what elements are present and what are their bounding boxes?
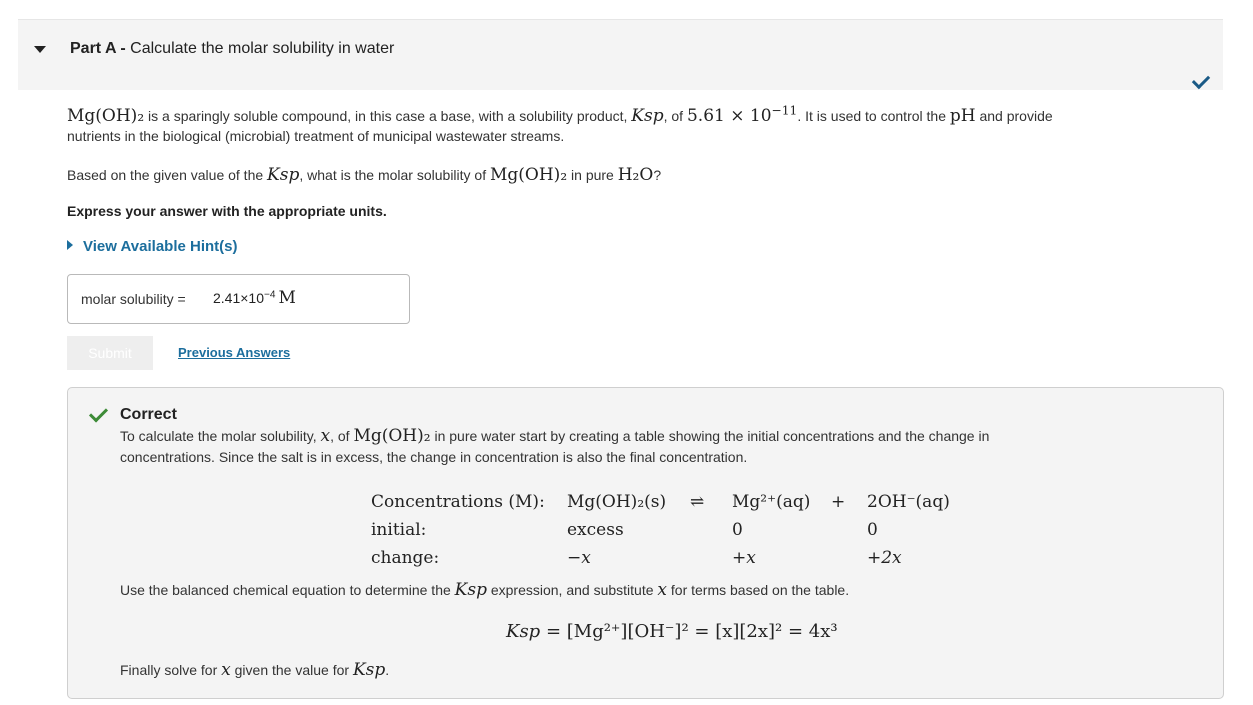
- feedback-panel: [67, 387, 1224, 699]
- feedback-intro: To calculate the molar solubility, x, of Mg(OH)₂ in pure water start by creating a table showing the initial concentrations and the change in concentrations. Since the salt is in excess, the change in concentration is also the final concentration.: [120, 426, 990, 465]
- ksp-expression-text: Use the balanced chemical equation to determine the Ksp expression, and substitute x for terms based on the table.: [120, 580, 850, 600]
- table-row: initial: excess 0 0: [371, 520, 878, 540]
- answer-field[interactable]: [67, 274, 410, 324]
- reactant-species: Mg(OH)₂(s): [567, 492, 667, 512]
- ice-header: Concentrations (M):: [371, 492, 545, 512]
- answer-value: $2.41\times 10^{-4}$ M: [213, 288, 296, 308]
- mg-ion-species: Mg²⁺(aq): [732, 492, 811, 512]
- collapse-caret-icon[interactable]: [34, 46, 46, 53]
- view-hints-link[interactable]: View Available Hint(s): [67, 238, 238, 255]
- part-a-header[interactable]: [18, 19, 1223, 90]
- ksp-equation: Ksp = [Mg²⁺][OH⁻]² = [x][2x]² = 4x³: [506, 621, 838, 642]
- answer-instruction: Express your answer with the appropriate units.: [67, 203, 387, 219]
- previous-answers-link[interactable]: Previous Answers: [178, 345, 291, 360]
- answer-label: molar solubility =: [81, 291, 186, 307]
- question-text: Based on the given value of the Ksp, what is the molar solubility of Mg(OH)₂ in pure H₂O?: [67, 165, 662, 185]
- ice-table: [371, 488, 967, 572]
- equilibrium-arrow: ⇌: [690, 492, 705, 512]
- plus-sign: +: [831, 492, 846, 512]
- table-row: [371, 488, 967, 516]
- part-title: Part A - Calculate the molar solubility in water: [70, 40, 395, 57]
- table-row: change: −x +x +2x: [371, 548, 902, 568]
- expand-caret-icon: [67, 240, 73, 250]
- final-step-text: Finally solve for x given the value for Ksp.: [120, 660, 390, 680]
- feedback-status: Correct: [120, 406, 177, 423]
- oh-ion-species: 2OH⁻(aq): [867, 492, 950, 512]
- problem-paragraph: Mg(OH)₂ is a sparingly soluble compound, in this case a base, with a solubility product, Ksp, of $5.61 \times 10^{-11}$. It is used to control the pH and provide nutrients in the biological (microbial) treatment of municipal wastewater streams.: [67, 103, 1053, 144]
- completed-check-icon: [1192, 71, 1210, 89]
- submit-button[interactable]: Submit: [67, 336, 153, 370]
- correct-check-icon: [89, 403, 108, 422]
